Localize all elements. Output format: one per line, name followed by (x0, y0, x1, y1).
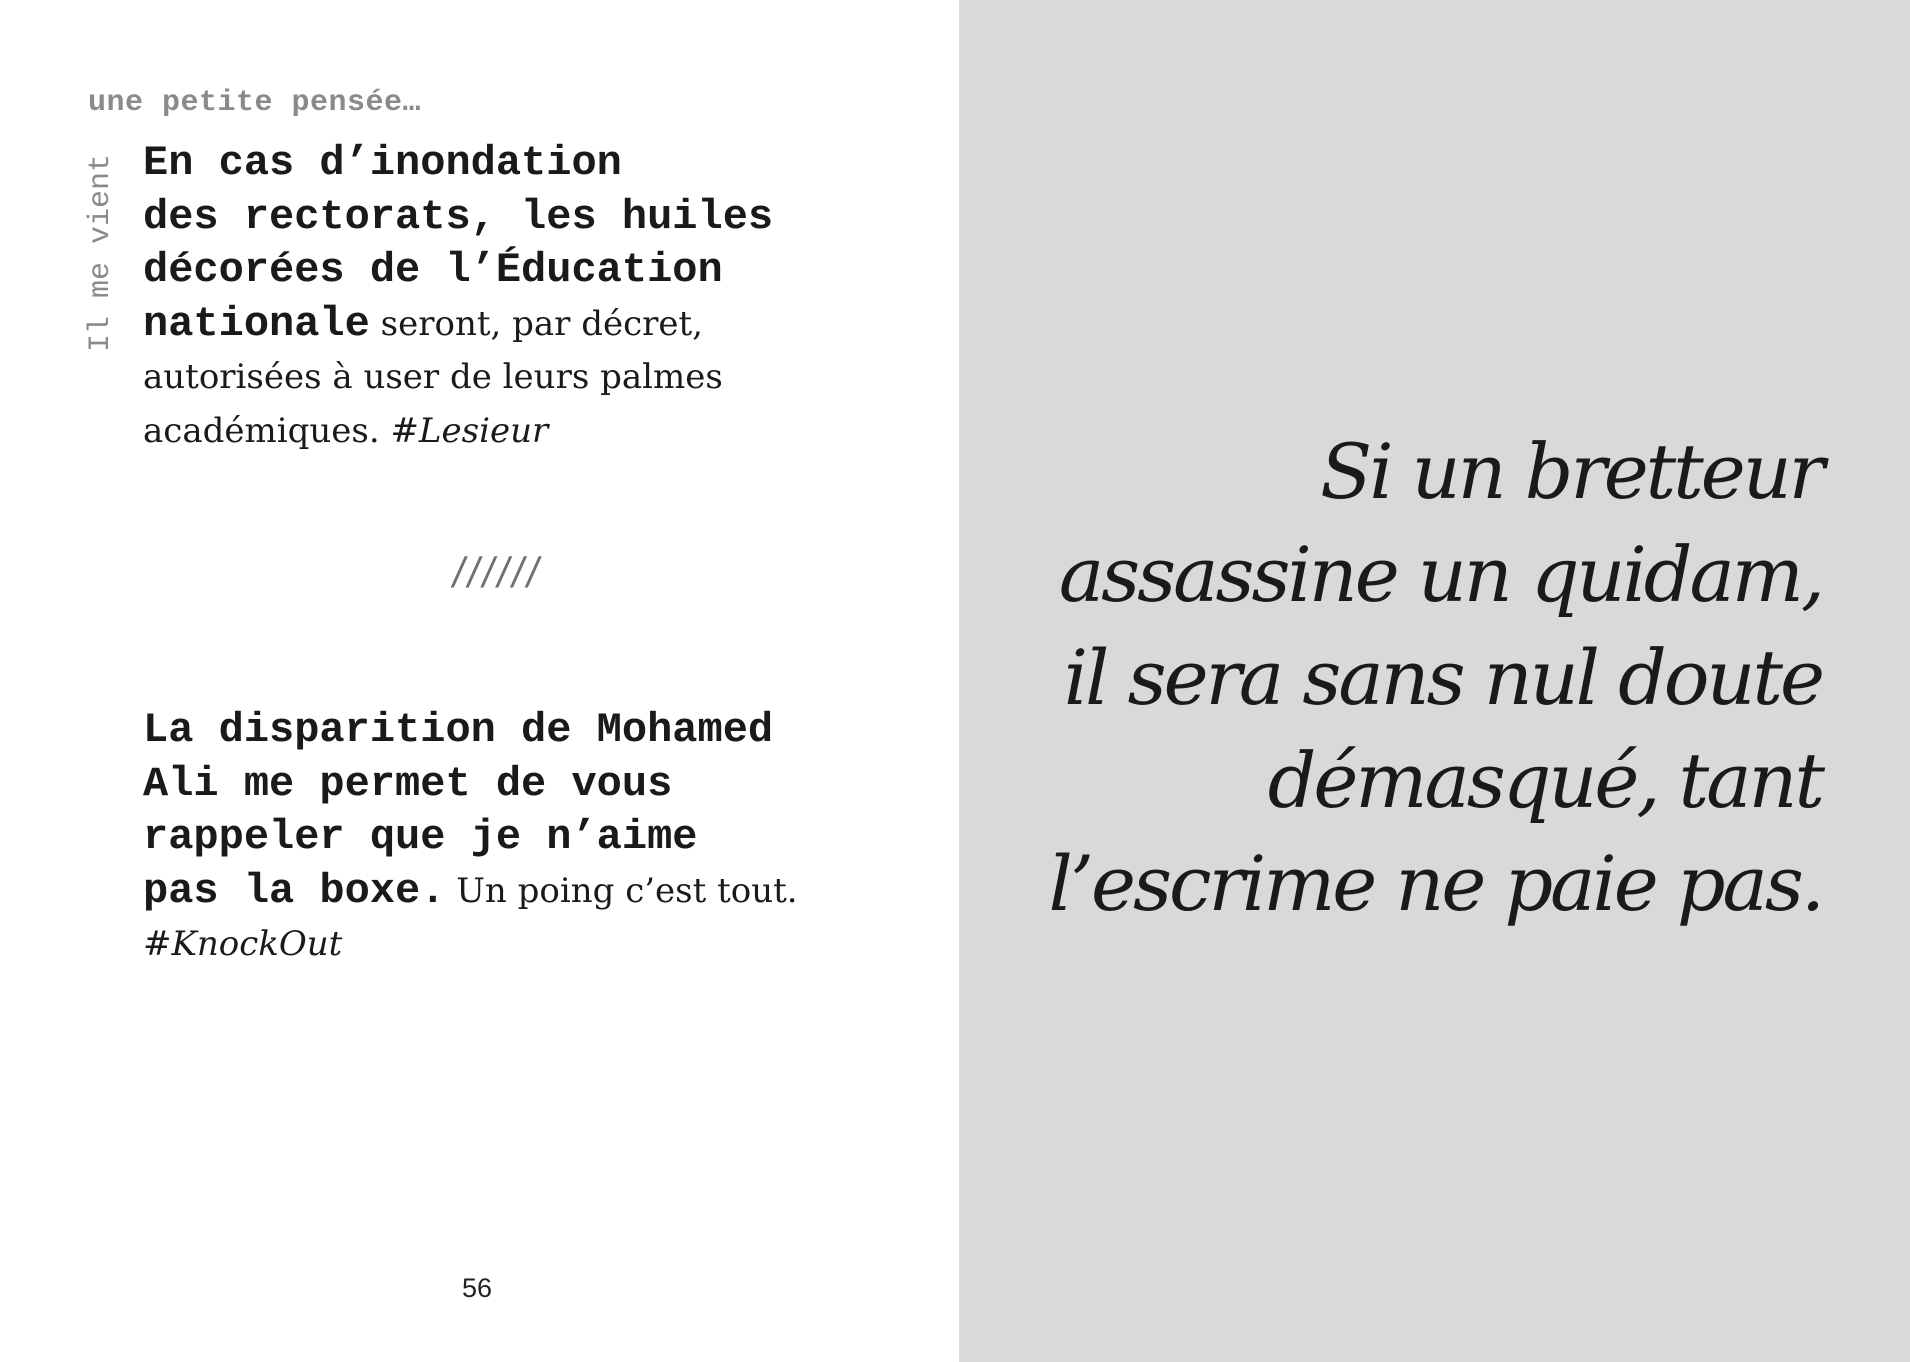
right-page (959, 0, 1910, 1362)
entry-1-mono-line-3: décorées de l’Éducation (143, 246, 723, 294)
entry-2-mono-line-4: pas la boxe. (143, 866, 446, 915)
entry-2-serif-text: Un poing c’est tout. (445, 870, 798, 911)
quote-line-3: il sera sans nul doute (1063, 633, 1822, 722)
thought-entry-2 (143, 703, 883, 971)
entry-1-mono-line-1: En cas d’inondation (143, 139, 622, 187)
vertical-label: Il me vient (84, 153, 118, 353)
entry-1-serif-text-1: seront, par décret, (369, 303, 703, 344)
section-separator: ////// (449, 549, 545, 593)
quote-line-1: Si un bretteur (1320, 427, 1822, 516)
quote-line-2: assassine un quidam, (1058, 530, 1822, 619)
entry-1-serif-text-2: autorisées à user de leurs palmes (143, 357, 723, 397)
page-number: 56 (462, 1273, 493, 1303)
quote-line-5: l’escrime ne paie pas. (1048, 839, 1822, 928)
entry-1-hashtag: #Lesieur (390, 410, 549, 451)
entry-2-mono-line-3: rappeler que je n’aime (143, 813, 698, 861)
thought-entry-1 (143, 136, 883, 457)
entry-1-serif-text-3: académiques. (143, 410, 391, 451)
kicker: une petite pensée… (88, 86, 422, 120)
entry-1-mono-line-2: des rectorats, les huiles (143, 192, 774, 241)
entry-2-mono-line-2: Ali me permet de vous (143, 759, 673, 808)
quote-line-4: démasqué, tant (1267, 736, 1822, 825)
entry-1-mono-line-4: nationale (143, 299, 370, 348)
pull-quote (962, 420, 1822, 935)
entry-2-hashtag: #KnockOut (143, 924, 343, 964)
entry-2-mono-line-1: La disparition de Mohamed (143, 706, 774, 754)
